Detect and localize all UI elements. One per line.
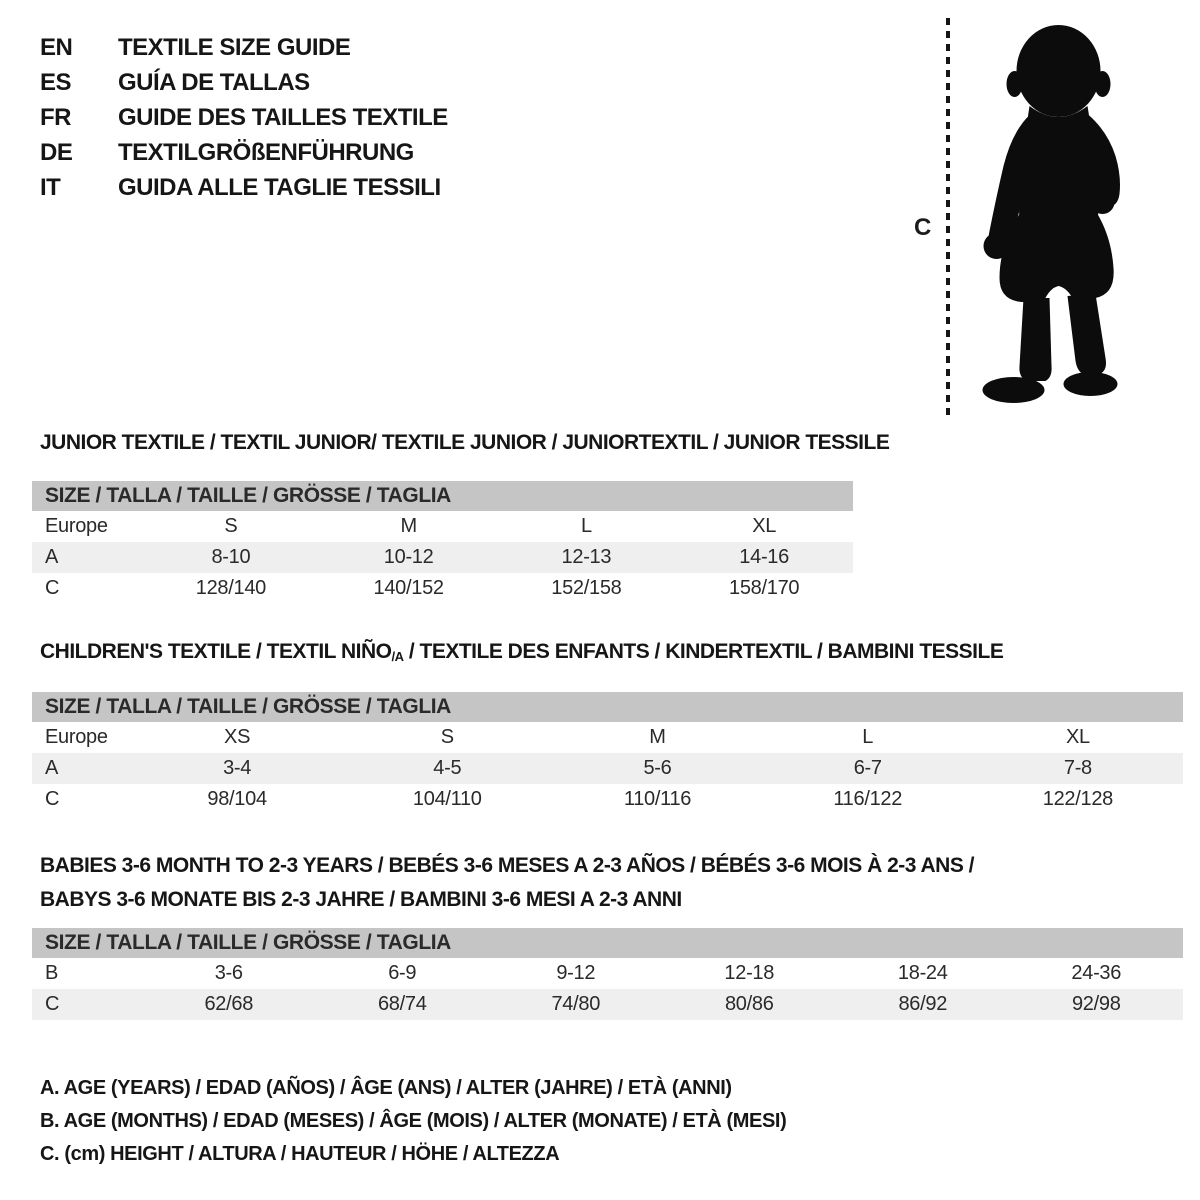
cell: M <box>649 726 666 748</box>
row-label: C <box>45 788 60 810</box>
cell: 4-5 <box>433 757 462 779</box>
cell: 140/152 <box>373 577 444 599</box>
size-header-bar: SIZE / TALLA / TAILLE / GRÖSSE / TAGLIA <box>32 928 1183 958</box>
cell: S <box>440 726 454 748</box>
cell: 3-6 <box>214 962 243 984</box>
cell: 9-12 <box>556 962 596 984</box>
cell: 116/122 <box>833 788 903 810</box>
cell: 62/68 <box>204 993 254 1015</box>
language-guide-block <box>40 30 448 205</box>
row-label: C <box>45 993 60 1015</box>
cell: 12-18 <box>724 962 775 984</box>
cell: L <box>580 515 592 537</box>
row-label: C <box>45 577 60 599</box>
row-label: B <box>45 962 59 984</box>
height-measure-label: C <box>914 214 932 241</box>
size-header-bar: SIZE / TALLA / TAILLE / GRÖSSE / TAGLIA <box>32 481 853 511</box>
table-row-age <box>32 753 1183 784</box>
table-row-europe <box>32 722 1183 753</box>
cell: 86/92 <box>898 993 948 1015</box>
language-code: ES <box>40 68 72 96</box>
junior-section-title: JUNIOR TEXTILE / TEXTIL JUNIOR/ TEXTILE JUNIOR / JUNIORTEXTIL / JUNIOR TESSILE <box>40 431 890 454</box>
toddler-silhouette-icon <box>962 16 1140 416</box>
children-title-sub: /A <box>391 648 404 664</box>
babies-section-title <box>40 849 974 917</box>
table-row-months <box>32 958 1183 989</box>
cell: 128/140 <box>195 577 266 599</box>
babies-title-line2: BABYS 3-6 MONATE BIS 2-3 JAHRE / BAMBINI 3-6 MESI A 2-3 ANNI <box>40 888 682 911</box>
cell: L <box>862 726 874 748</box>
legend-line-b: B. AGE (MONTHS) / EDAD (MESES) / ÂGE (MOIS) / ALTER (MONATE) / ETÀ (MESI) <box>40 1110 787 1132</box>
cell: 74/80 <box>551 993 601 1015</box>
children-size-table <box>32 692 1183 815</box>
cell: 3-4 <box>223 757 252 779</box>
children-section-title <box>40 639 1003 670</box>
size-header-bar: SIZE / TALLA / TAILLE / GRÖSSE / TAGLIA <box>32 692 1183 722</box>
cell: 6-7 <box>853 757 882 779</box>
cell: 12-13 <box>561 546 612 568</box>
cell: 10-12 <box>383 546 434 568</box>
guide-title: GUIDA ALLE TAGLIE TESSILI <box>118 173 441 201</box>
cell: XL <box>752 515 777 537</box>
guide-title: TEXTILE SIZE GUIDE <box>118 33 351 61</box>
cell: 80/86 <box>724 993 774 1015</box>
legend-line-a: A. AGE (YEARS) / EDAD (AÑOS) / ÂGE (ANS) / ALTER (JAHRE) / ETÀ (ANNI) <box>40 1077 732 1099</box>
cell: 92/98 <box>1071 993 1121 1015</box>
cell: S <box>224 515 238 537</box>
cell: 14-16 <box>739 546 789 568</box>
cell: 122/128 <box>1042 788 1113 810</box>
babies-title-line1: BABIES 3-6 MONTH TO 2-3 YEARS / BEBÉS 3-6 MESES A 2-3 AÑOS / BÉBÉS 3-6 MOIS À 2-3 ANS / <box>40 854 975 877</box>
table-row-height <box>32 573 853 604</box>
guide-title: GUIDE DES TAILLES TEXTILE <box>118 103 448 131</box>
language-row-de <box>40 135 448 170</box>
junior-size-table <box>32 481 853 604</box>
row-label: Europe <box>45 726 108 748</box>
babies-size-table <box>32 928 1183 1020</box>
table-row-age <box>32 542 853 573</box>
cell: M <box>400 515 417 537</box>
table-row-height <box>32 784 1183 815</box>
children-title-part2: / TEXTILE DES ENFANTS / KINDERTEXTIL / BAMBINI TESSILE <box>403 640 1004 663</box>
cell: XS <box>224 726 251 748</box>
language-code: FR <box>40 103 71 131</box>
cell: XL <box>1065 726 1090 748</box>
cell: 110/116 <box>623 788 692 810</box>
cell: 18-24 <box>897 962 948 984</box>
guide-title: TEXTILGRÖßENFÜHRUNG <box>118 138 414 166</box>
cell: 98/104 <box>207 788 267 810</box>
language-code: EN <box>40 33 73 61</box>
guide-title: GUÍA DE TALLAS <box>118 68 310 96</box>
cell: 152/158 <box>551 577 622 599</box>
language-row-it <box>40 170 448 205</box>
cell: 68/74 <box>377 993 427 1015</box>
language-code: DE <box>40 138 73 166</box>
language-row-es <box>40 65 448 100</box>
language-row-en <box>40 30 448 65</box>
row-label: Europe <box>45 515 108 537</box>
height-measure-dashed-line <box>944 16 952 418</box>
cell: 104/110 <box>412 788 482 810</box>
cell: 6-9 <box>388 962 417 984</box>
row-label: A <box>45 546 59 568</box>
table-row-europe <box>32 511 853 542</box>
row-label: A <box>45 757 59 779</box>
cell: 8-10 <box>211 546 251 568</box>
cell: 158/170 <box>729 577 800 599</box>
language-row-fr <box>40 100 448 135</box>
cell: 5-6 <box>643 757 672 779</box>
table-row-height <box>32 989 1183 1020</box>
measurement-legend <box>40 1072 786 1171</box>
children-title-part1: CHILDREN'S TEXTILE / TEXTIL NIÑO <box>40 640 392 663</box>
cell: 24-36 <box>1071 962 1122 984</box>
cell: 7-8 <box>1063 757 1092 779</box>
language-code: IT <box>40 173 61 201</box>
legend-line-c: C. (cm) HEIGHT / ALTURA / HAUTEUR / HÖHE / ALTEZZA <box>40 1143 560 1165</box>
